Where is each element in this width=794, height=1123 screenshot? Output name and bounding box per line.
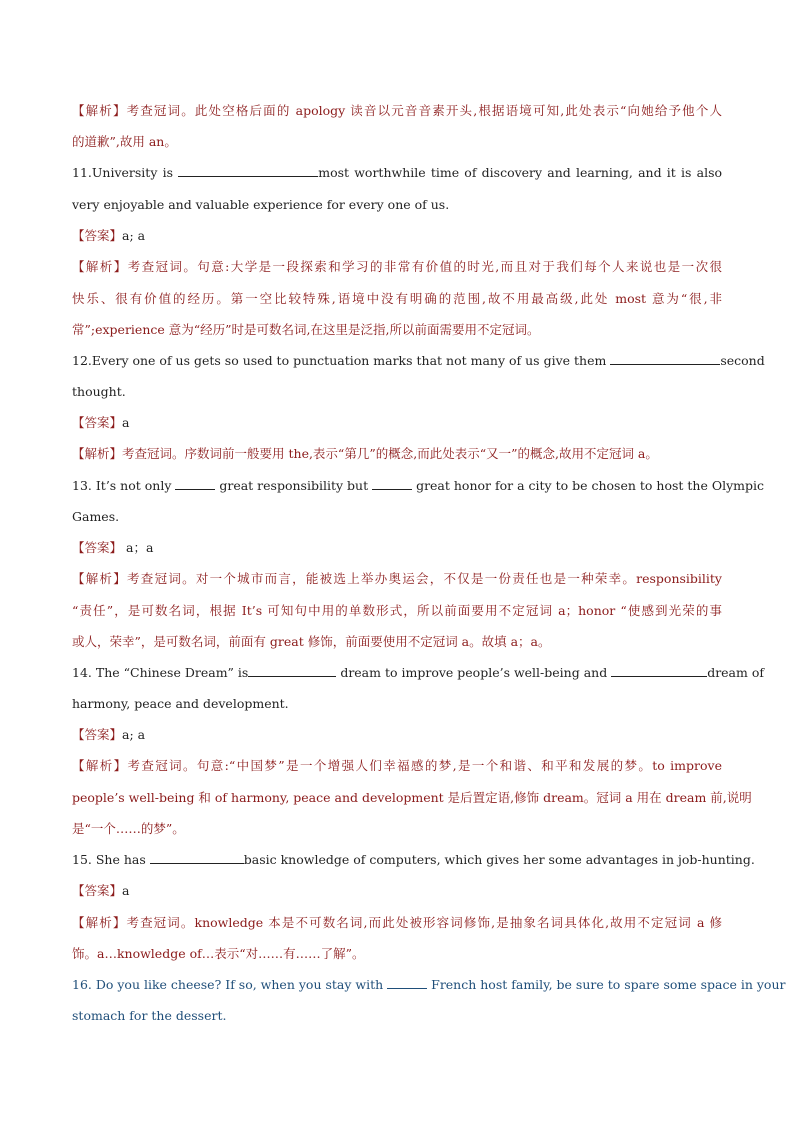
analysis-text: 考查冠词。序数词前一般要用 the,表示“第几”的概念,而此处表示“又一”的概念,故用不定冠词 a。 <box>122 446 658 461</box>
analysis-text: 考查冠词。对一个城市而言，能被选上举办奥运会，不仅是一份责任也是一种荣幸。responsibility <box>127 571 722 586</box>
analysis-label: 【解析】 <box>72 103 127 118</box>
analysis-13-line-3: 或人，荣幸”，是可数名词，前面有 great 修饰，前面要使用不定冠词 a。故填 a；a。 <box>72 634 551 649</box>
question-14-line-2: harmony, peace and development. <box>72 696 289 711</box>
answer-blank[interactable] <box>175 477 215 490</box>
analysis-14-line-2: people’s well-being 和 of harmony, peace and development 是后置定语,修饰 dream。冠词 a 用在 dream 前,说明 <box>72 790 752 805</box>
answer-14 <box>72 726 145 744</box>
analysis-15-line-1 <box>72 914 722 932</box>
analysis-label: 【解析】 <box>72 915 127 930</box>
analysis-text: 考查冠词。句意:大学是一段探索和学习的非常有价值的时光,而且对于我们每个人来说也是一次很 <box>127 259 722 274</box>
answer-11 <box>72 227 145 245</box>
answer-value: a；a <box>126 540 154 555</box>
question-12-line-2: thought. <box>72 384 126 399</box>
answer-value: a; a <box>122 228 146 243</box>
question-text: 14. The “Chinese Dream” is <box>72 665 249 680</box>
question-text: second <box>720 353 765 368</box>
question-15-line-1 <box>72 851 755 869</box>
answer-label: 【答案】 <box>72 415 123 430</box>
analysis-11-line-1 <box>72 258 722 276</box>
question-text: great responsibility but <box>219 478 369 493</box>
analysis-11-line-2: 快乐、很有价值的经历。第一空比较特殊,语境中没有明确的范围,故不用最高级,此处 most 意为“很,非 <box>72 291 722 306</box>
answer-blank[interactable] <box>150 851 244 864</box>
question-text: 11.University is <box>72 165 174 180</box>
question-text: French host family, be sure to spare some space in your <box>431 977 786 992</box>
question-text: 15. She has <box>72 852 146 867</box>
question-text: dream of <box>707 665 764 680</box>
answer-12 <box>72 414 129 432</box>
answer-15 <box>72 882 129 900</box>
question-text: 12.Every one of us gets so used to punctuation marks that not many of us give them <box>72 353 607 368</box>
analysis-11-line-3: 常”;experience 意为“经历”时是可数名词,在这里是泛指,所以前面需要用不定冠词。 <box>72 322 540 337</box>
analysis-10-line-2: 的道歉”,故用 an。 <box>72 134 177 149</box>
analysis-13-line-2: “责任”，是可数名词，根据 It’s 可知句中用的单数形式，所以前面要用不定冠词 a；honor “使感到光荣的事 <box>72 603 722 618</box>
analysis-text: 考查冠词。此处空格后面的 apology 读音以元音音素开头,根据语境可知,此处表示“向她给予他个人 <box>126 103 722 118</box>
analysis-text: 考查冠词。knowledge 本是不可数名词,而此处被形容词修饰,是抽象名词具体化,故用不定冠词 a 修 <box>126 915 722 930</box>
answer-value: a <box>122 883 130 898</box>
analysis-label: 【解析】 <box>72 446 123 461</box>
question-text: great honor for a city to be chosen to host the Olympic <box>416 478 764 493</box>
question-11-line-2: very enjoyable and valuable experience for every one of us. <box>72 197 450 212</box>
analysis-14-line-1 <box>72 757 722 775</box>
analysis-13-line-1 <box>72 570 722 588</box>
analysis-label: 【解析】 <box>72 758 128 773</box>
answer-blank[interactable] <box>372 477 412 490</box>
analysis-12-line-1 <box>72 445 658 463</box>
question-text: 16. Do you like cheese? If so, when you stay with <box>72 977 384 992</box>
analysis-10-line-1 <box>72 102 722 120</box>
question-text: basic knowledge of computers, which gives her some advantages in job-hunting. <box>243 852 755 867</box>
answer-blank[interactable] <box>178 164 318 177</box>
answer-label: 【答案】 <box>72 727 123 742</box>
question-14-line-1 <box>72 664 764 682</box>
answer-blank[interactable] <box>611 664 707 677</box>
answer-blank[interactable] <box>387 976 427 989</box>
analysis-label: 【解析】 <box>72 571 128 586</box>
answer-blank[interactable] <box>610 352 720 365</box>
analysis-14-line-3: 是“一个……的梦”。 <box>72 821 185 836</box>
answer-label: 【答案】 <box>72 883 123 898</box>
question-13-line-1 <box>72 477 764 495</box>
answer-13 <box>72 539 153 557</box>
answer-blank[interactable] <box>248 664 336 677</box>
question-16-line-1 <box>72 976 786 994</box>
analysis-15-line-2: 饰。a…knowledge of…表示“对……有……了解”。 <box>72 946 365 961</box>
question-text: dream to improve people’s well-being and <box>340 665 608 680</box>
question-text: 13. It’s not only <box>72 478 172 493</box>
analysis-text: 考查冠词。句意:“中国梦”是一个增强人们幸福感的梦,是一个和谐、和平和发展的梦。to improve <box>127 758 722 773</box>
answer-value: a; a <box>122 727 146 742</box>
question-16-line-2: stomach for the dessert. <box>72 1008 227 1023</box>
analysis-label: 【解析】 <box>72 259 128 274</box>
answer-label: 【答案】 <box>72 540 123 555</box>
question-text: most worthwhile time of discovery and learning, and it is also <box>318 165 723 180</box>
question-13-line-2: Games. <box>72 509 120 524</box>
answer-label: 【答案】 <box>72 228 123 243</box>
question-12-line-1 <box>72 352 765 370</box>
question-11-line-1 <box>72 164 722 182</box>
answer-value: a <box>122 415 130 430</box>
